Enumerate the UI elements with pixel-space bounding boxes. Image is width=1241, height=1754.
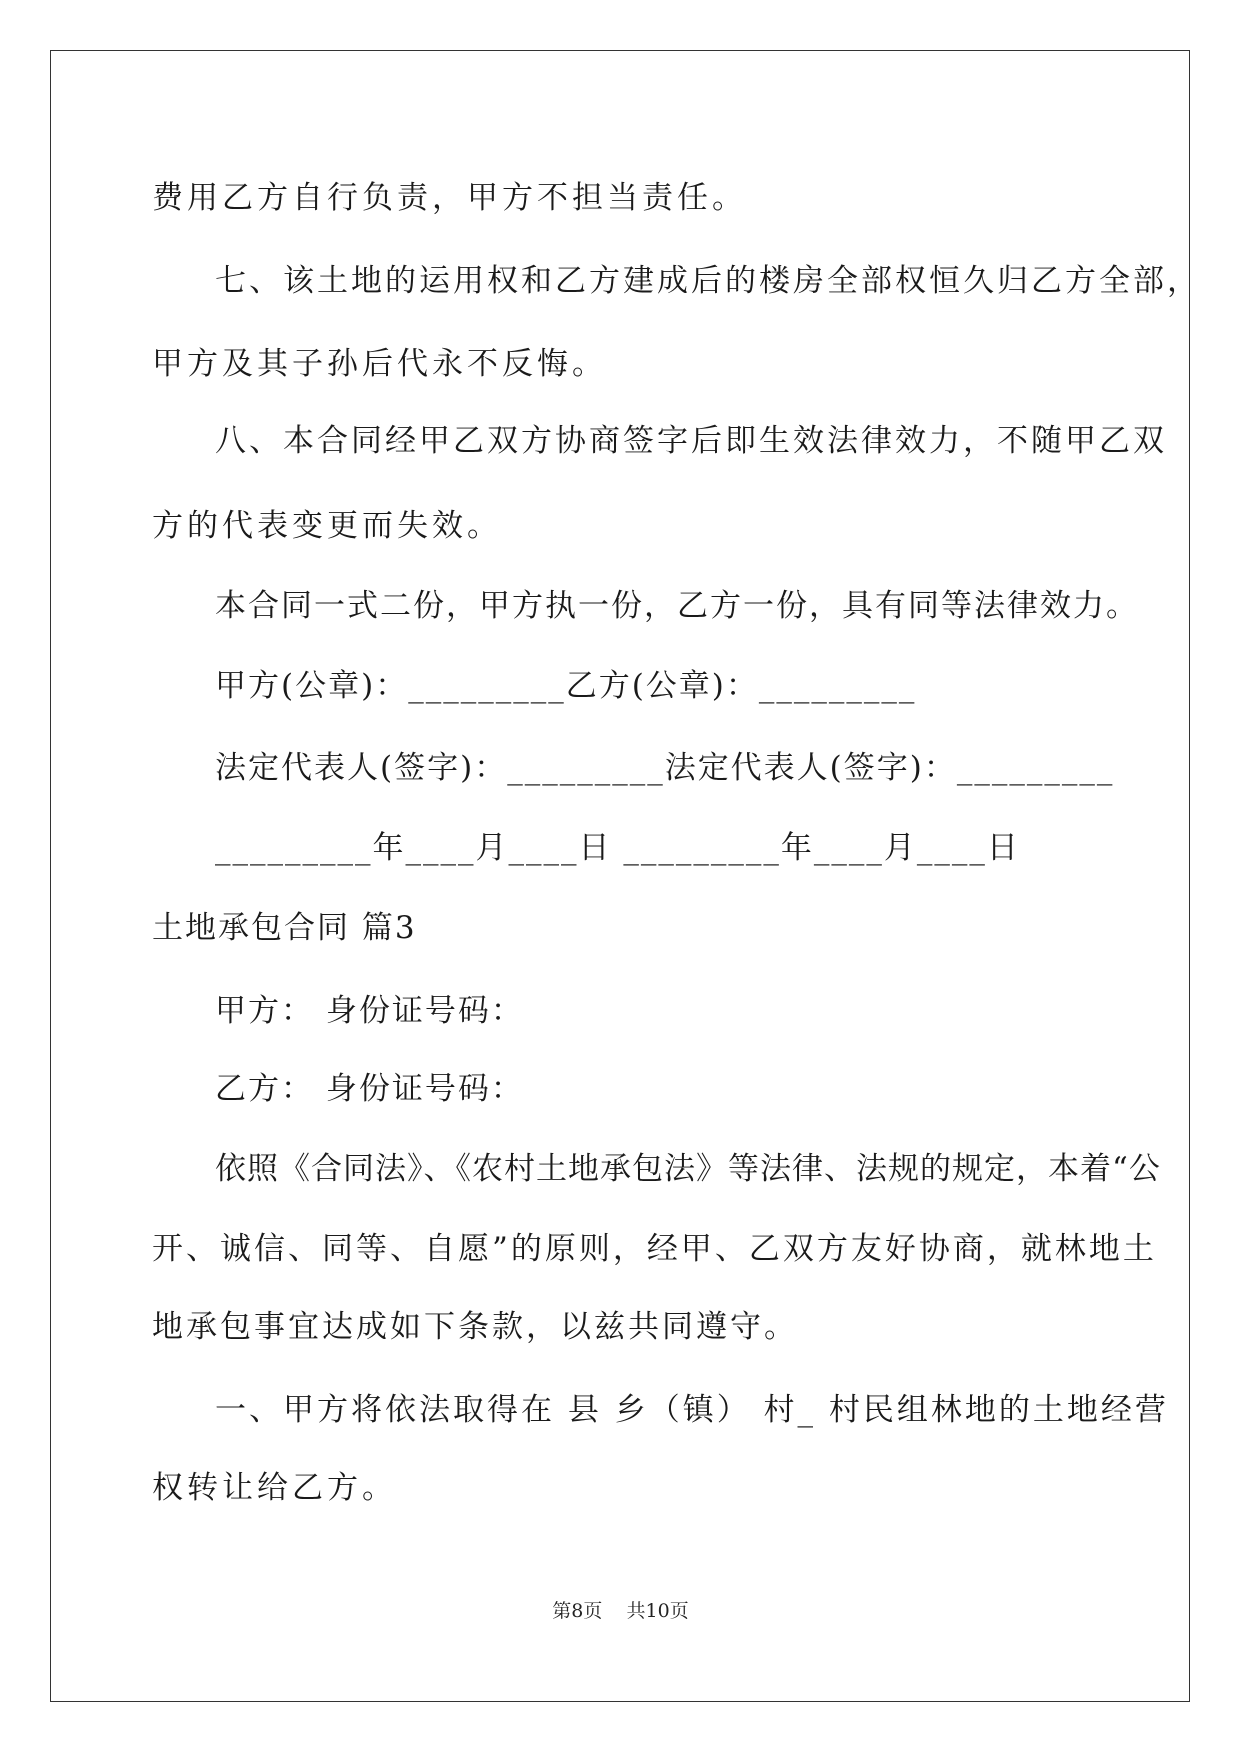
section-heading: 土地承包合同 篇3 [152, 910, 417, 946]
copies-statement: 本合同一式二份，甲方执一份，乙方一份，具有同等法律效力。 [215, 588, 1139, 624]
preamble-line-1: 依照《合同法》、《农村土地承包法》等法律、法规的规定，本着“公 [215, 1151, 1161, 1187]
preamble-line-2: 开、诚信、同等、自愿”的原则，经甲、乙双方友好协商，就林地土 [152, 1231, 1157, 1267]
page-number: 第8页 共10页 [552, 1600, 689, 1622]
date-line: _________年____月____日 _________年____月____日 [215, 830, 1020, 866]
clause-8-line-2: 方的代表变更而失效。 [152, 508, 502, 544]
preamble-line-3: 地承包事宜达成如下条款，以兹共同遵守。 [152, 1309, 798, 1345]
clause-1-line-1: 一、甲方将依法取得在 县 乡（镇） 村_ 村民组林地的土地经营 [215, 1392, 1169, 1428]
paragraph-line: 费用乙方自行负责，甲方不担当责任。 [152, 180, 747, 216]
clause-1-line-2: 权转让给乙方。 [152, 1470, 397, 1506]
clause-7-line-2: 甲方及其子孙后代永不反悔。 [152, 346, 607, 382]
clause-8-line-1: 八、本合同经甲乙双方协商签字后即生效法律效力，不随甲乙双 [215, 423, 1167, 459]
clause-7-line-1: 七、该土地的运用权和乙方建成后的楼房全部权恒久归乙方全部， [215, 263, 1201, 299]
party-a-id-line: 甲方： 身份证号码： [215, 993, 524, 1029]
representative-signature-line: 法定代表人(签字)：_________法定代表人(签字)：_________ [215, 750, 1115, 786]
party-b-id-line: 乙方： 身份证号码： [215, 1071, 524, 1107]
party-seal-line: 甲方(公章)：_________乙方(公章)：_________ [215, 668, 917, 704]
